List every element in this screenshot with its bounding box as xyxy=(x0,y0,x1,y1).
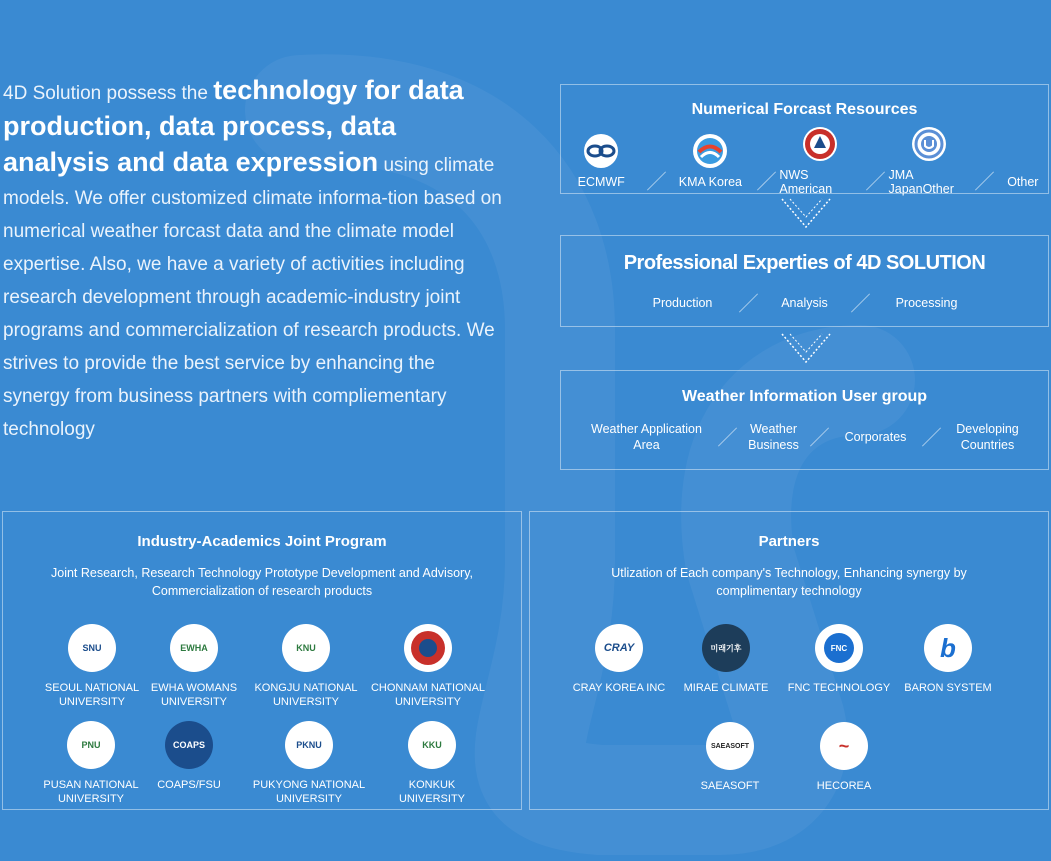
logo-name: BARON SYSTEM xyxy=(904,682,992,694)
nws-logo-icon xyxy=(803,127,837,161)
resource-other[interactable] xyxy=(998,134,1048,189)
partner-coaps-fsu[interactable] xyxy=(129,721,249,792)
ewha-logo-icon: EWHA xyxy=(170,624,218,672)
users-box xyxy=(560,370,1049,470)
partner-ewha-womans[interactable] xyxy=(134,624,254,709)
logo-name: SEOUL NATIONAL UNIVERSITY xyxy=(44,682,140,708)
hecorea-logo-icon: ~ xyxy=(820,722,868,770)
separator xyxy=(647,170,664,192)
logo-name: PUSAN NATIONAL UNIVERSITY xyxy=(43,779,139,805)
chevron-down-icon xyxy=(780,197,832,231)
kongju-logo-icon: KNU xyxy=(282,624,330,672)
resource-label: JMA JapanOther xyxy=(888,168,954,196)
resources-title: Numerical Forcast Resources xyxy=(691,101,918,118)
separator xyxy=(922,426,942,448)
logo-name: HECOREA xyxy=(816,780,872,792)
joint-program-panel xyxy=(2,511,522,810)
partner-cray[interactable] xyxy=(559,624,679,695)
logo-name: PUKYONG NATIONAL UNIVERSITY xyxy=(252,779,366,805)
intro-highlight: technology for data production, data process, data analysis and data expression xyxy=(3,75,464,177)
saeasoft-logo-icon: SAEASOFT xyxy=(706,722,754,770)
resource-label: NWS American xyxy=(779,168,833,196)
expertise-production[interactable]: Production xyxy=(652,296,713,310)
user-weather-business[interactable]: Weather Business xyxy=(748,422,799,452)
joint-program-subtitle: Joint Research, Research Technology Prototype Development and Advisory, Commercialization of research products xyxy=(51,566,473,598)
user-corporates[interactable]: Corporates xyxy=(844,430,907,444)
joint-program-title: Industry-Academics Joint Program xyxy=(137,533,387,550)
separator xyxy=(757,170,774,192)
pukyong-logo-icon: PKNU xyxy=(285,721,333,769)
user-developing-countries[interactable]: Developing Countries xyxy=(956,422,1019,452)
expertise-box xyxy=(560,235,1049,327)
partner-konkuk[interactable] xyxy=(372,721,492,806)
cray-logo-icon: CRAY xyxy=(595,624,643,672)
partners-title: Partners xyxy=(758,533,820,550)
logo-name: EWHA WOMANS UNIVERSITY xyxy=(150,682,238,708)
logo-name: FNC TECHNOLOGY xyxy=(787,682,891,694)
pusan-logo-icon: PNU xyxy=(67,721,115,769)
partner-hecorea[interactable] xyxy=(784,722,904,793)
separator xyxy=(739,292,759,314)
resource-label: ECMWF xyxy=(577,175,625,189)
users-title: Weather Information User group xyxy=(681,388,928,405)
separator xyxy=(851,292,871,314)
fnc-logo-icon: FNC xyxy=(815,624,863,672)
kma-logo-icon xyxy=(693,134,727,168)
partner-pukyong-national[interactable] xyxy=(249,721,369,806)
partner-kongju-national[interactable] xyxy=(246,624,366,709)
partners-panel xyxy=(529,511,1049,810)
resource-ecmwf[interactable] xyxy=(561,134,641,189)
logo-name: KONKUK UNIVERSITY xyxy=(398,779,465,805)
separator xyxy=(718,426,738,448)
chevron-down-icon xyxy=(780,332,832,366)
resource-nws[interactable] xyxy=(779,127,859,196)
resources-box xyxy=(560,84,1049,194)
jma-logo-icon xyxy=(912,127,946,161)
resource-jma[interactable] xyxy=(889,127,969,196)
partners-subtitle: Utlization of Each company's Technology, Enhancing synergy by complimentary technology xyxy=(611,566,967,598)
separator xyxy=(810,426,830,448)
user-weather-application[interactable]: Weather Application Area xyxy=(591,422,702,452)
chonnam-logo-icon xyxy=(404,624,452,672)
partner-baron-system[interactable] xyxy=(888,624,1008,695)
konkuk-logo-icon: KKU xyxy=(408,721,456,769)
intro-paragraph xyxy=(3,74,503,446)
baron-logo-icon: b xyxy=(924,624,972,672)
expertise-processing[interactable]: Processing xyxy=(895,296,958,310)
partner-saeasoft[interactable] xyxy=(670,722,790,793)
expertise-title: Professional Experties of 4D SOLUTION xyxy=(623,252,986,274)
partner-fnc-technology[interactable] xyxy=(779,624,899,695)
separator xyxy=(975,170,992,192)
partner-mirae-climate[interactable] xyxy=(666,624,786,695)
resource-label: KMA Korea xyxy=(678,175,743,189)
resource-kma[interactable] xyxy=(670,134,750,189)
logo-name: SAEASOFT xyxy=(700,780,760,792)
intro-pre: 4D Solution possess the xyxy=(3,83,214,104)
resource-label: Other xyxy=(1007,175,1039,189)
ecmwf-logo-icon xyxy=(584,134,618,168)
logo-name: MIRAE CLIMATE xyxy=(683,682,769,694)
snu-logo-icon: SNU xyxy=(68,624,116,672)
logo-name: CHONNAM NATIONAL UNIVERSITY xyxy=(370,682,486,708)
coaps-logo-icon: COAPS xyxy=(165,721,213,769)
logo-name: COAPS/FSU xyxy=(157,779,221,791)
mirae-logo-icon: 미래기후 xyxy=(702,624,750,672)
logo-name: KONGJU NATIONAL UNIVERSITY xyxy=(254,682,358,708)
intro-post: using climate models. We offer customized climate informa-tion based on numerical weather forcast data and the climate model expertise. Also, we have a variety of activities including research development through academic-industry joint programs and commercialization of research products. We strives to provide the best service by enhancing the synergy from business partners with compliementary technology xyxy=(3,155,502,440)
expertise-analysis[interactable]: Analysis xyxy=(781,296,828,310)
separator xyxy=(866,170,883,192)
logo-name: CRAY KOREA INC xyxy=(572,682,666,694)
partner-chonnam-national[interactable] xyxy=(368,624,488,709)
